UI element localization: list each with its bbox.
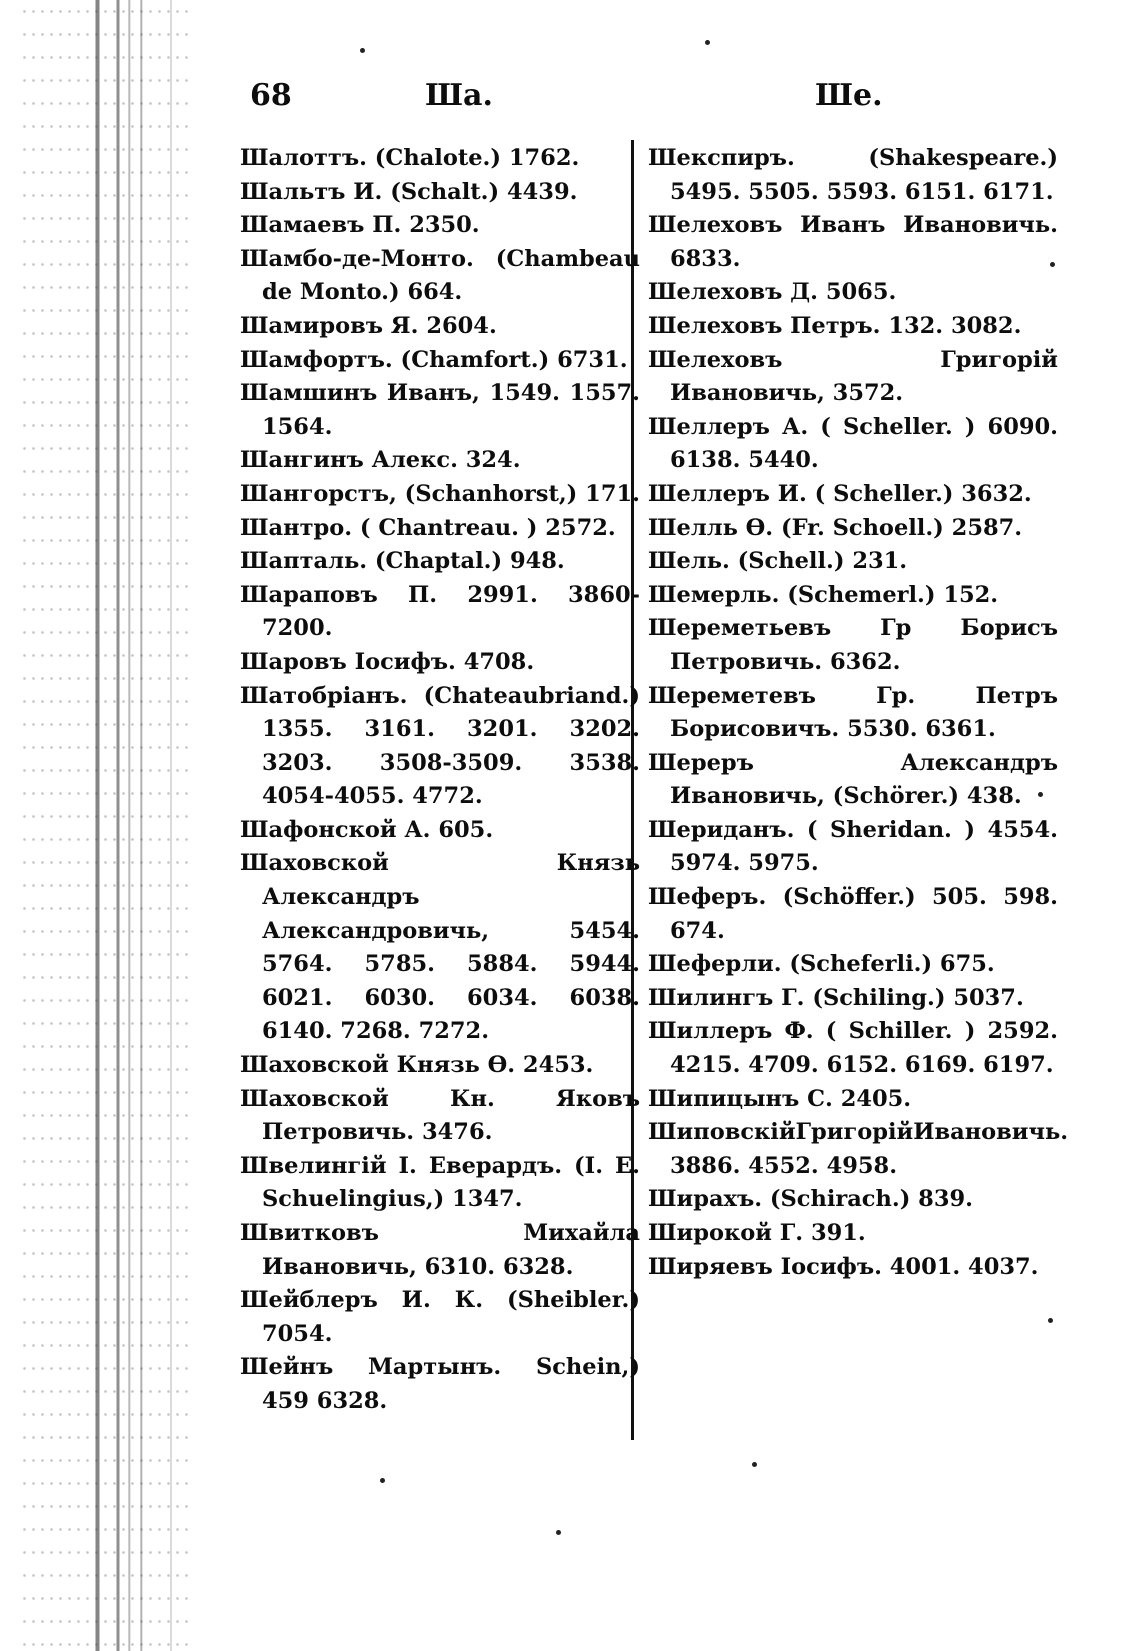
index-entry: Швитковъ Михайла Ивановичь, 6310. 6328. bbox=[240, 1220, 640, 1280]
index-entry: Шангинъ Алекс. 324. bbox=[240, 447, 521, 474]
index-entry: Шиллеръ Ф. ( Schiller. ) 2592. 4215. 4709. 6152. 6169. 6197. bbox=[648, 1018, 1058, 1079]
page-number: 68 bbox=[250, 78, 292, 113]
index-entry: Шеферъ. (Schöffer.) 505. 598. 674. bbox=[648, 884, 1058, 944]
right-column bbox=[648, 142, 1069, 1284]
index-entry: Шеферли. (Scheferli.) 675. bbox=[648, 951, 995, 978]
index-entry: Ширахъ. (Schirach.) 839. bbox=[648, 1186, 973, 1213]
index-entry: Шангорстъ, (Schanhorst,) 171. bbox=[240, 480, 640, 507]
index-entry: Шапталь. (Chaptal.) 948. bbox=[240, 548, 565, 575]
index-entry: Шамфортъ. (Chamfort.) 6731. bbox=[240, 346, 628, 373]
index-entry: Шальтъ И. (Schalt.) 4439. bbox=[240, 178, 578, 205]
index-entry: Шаховской Кн. Яковъ Петровичь. 3476. bbox=[240, 1085, 640, 1146]
index-entry: Шилингъ Г. (Schiling.) 5037. bbox=[648, 984, 1024, 1011]
index-entry: Шелеховъ Иванъ Ивановичь. 6833. bbox=[648, 212, 1058, 272]
index-entry: Шараповъ П. 2991. 3860-7200. bbox=[240, 581, 640, 642]
index-entry: Шереръ Александръ Ивановичь, (Schörer.) 438. bbox=[648, 749, 1058, 810]
ink-speck bbox=[1050, 262, 1055, 267]
ink-speck bbox=[1038, 792, 1043, 797]
index-entry: Шейнъ Мартынъ. Schein,) 459 6328. bbox=[240, 1354, 640, 1414]
index-entry: Шелль Ѳ. (Fr. Schoell.) 2587. bbox=[648, 514, 1023, 541]
left-column bbox=[240, 142, 640, 1419]
index-entry: Шеллеръ А. ( Scheller. ) 6090. 6138. 5440. bbox=[648, 413, 1058, 474]
index-entry: Шейблеръ И. К. (Sheibler.) 7054. bbox=[240, 1287, 640, 1347]
binding-noise bbox=[20, 0, 190, 1651]
right-heading: Ше. bbox=[815, 78, 883, 113]
index-entry: Шамбо-де-Монто. (Chambeau de Monto.) 664. bbox=[240, 245, 640, 306]
ink-speck bbox=[380, 1478, 385, 1483]
index-entry: Шамаевъ П. 2350. bbox=[240, 212, 480, 239]
ink-speck bbox=[752, 1462, 757, 1467]
index-entry: Шереметьевъ Гр Борисъ Петровичь. 6362. bbox=[648, 615, 1058, 675]
index-entry: Шелеховъ Григорій Ивановичь, 3572. bbox=[648, 346, 1058, 407]
index-entry: Шаховской Князь Ѳ. 2453. bbox=[240, 1052, 594, 1079]
index-entry: Шель. (Schell.) 231. bbox=[648, 548, 908, 575]
index-entry: Шалоттъ. (Chalote.) 1762. bbox=[240, 145, 580, 171]
index-entry: Шантро. ( Chantreau. ) 2572. bbox=[240, 514, 616, 541]
index-entry: Шереметевъ Гр. Петръ Борисовичъ. 5530. 6361. bbox=[648, 682, 1058, 743]
index-entry: Шеллеръ И. ( Scheller.) 3632. bbox=[648, 480, 1032, 507]
index-entry: Шериданъ. ( Sheridan. ) 4554. 5974. 5975. bbox=[648, 816, 1058, 877]
index-entry: Шатобріанъ. (Chateaubriand.) 1355. 3161. 3201. 3202. 3203. 3508-3509. 3538. 4054-4055. 4772. bbox=[240, 682, 640, 810]
index-entry: ШиповскійГригорійИвановичь. 3886. 4552. 4958. bbox=[648, 1119, 1069, 1179]
index-entry: Широкой Г. 391. bbox=[648, 1220, 866, 1246]
ink-speck bbox=[705, 40, 710, 45]
index-entry: Ширяевъ Іосифъ. 4001. 4037. bbox=[648, 1253, 1039, 1280]
page-header bbox=[250, 78, 883, 118]
ink-speck bbox=[1048, 1318, 1053, 1323]
ink-speck bbox=[556, 1530, 561, 1535]
ink-speck bbox=[360, 48, 365, 53]
index-entry: Шафонской А. 605. bbox=[240, 816, 494, 843]
left-heading: Ша. bbox=[425, 78, 493, 113]
index-entry: Шаровъ Іосифъ. 4708. bbox=[240, 648, 535, 675]
index-entry: Швелингій І. Еверардъ. (I. E. Schuelingius,) 1347. bbox=[240, 1152, 640, 1213]
index-entry: Шамшинъ Иванъ, 1549. 1557. 1564. bbox=[240, 380, 640, 440]
index-entry: Шелеховъ Петръ. 132. 3082. bbox=[648, 312, 1022, 339]
index-entry: Шипицынъ С. 2405. bbox=[648, 1085, 912, 1112]
index-entry: Шемерль. (Schemerl.) 152. bbox=[648, 581, 999, 608]
index-entry: Шекспиръ. (Shakespeare.) 5495. 5505. 5593. 6151. 6171. bbox=[648, 145, 1058, 205]
index-entry: Шамировъ Я. 2604. bbox=[240, 312, 497, 339]
index-entry: Шелеховъ Д. 5065. bbox=[648, 279, 897, 306]
index-entry: Шаховской Князь Александръ Александровичь, 5454. 5764. 5785. 5884. 5944. 6021. 6030. 6034. 6038. 6140. 7268. 7272. bbox=[240, 850, 640, 1045]
